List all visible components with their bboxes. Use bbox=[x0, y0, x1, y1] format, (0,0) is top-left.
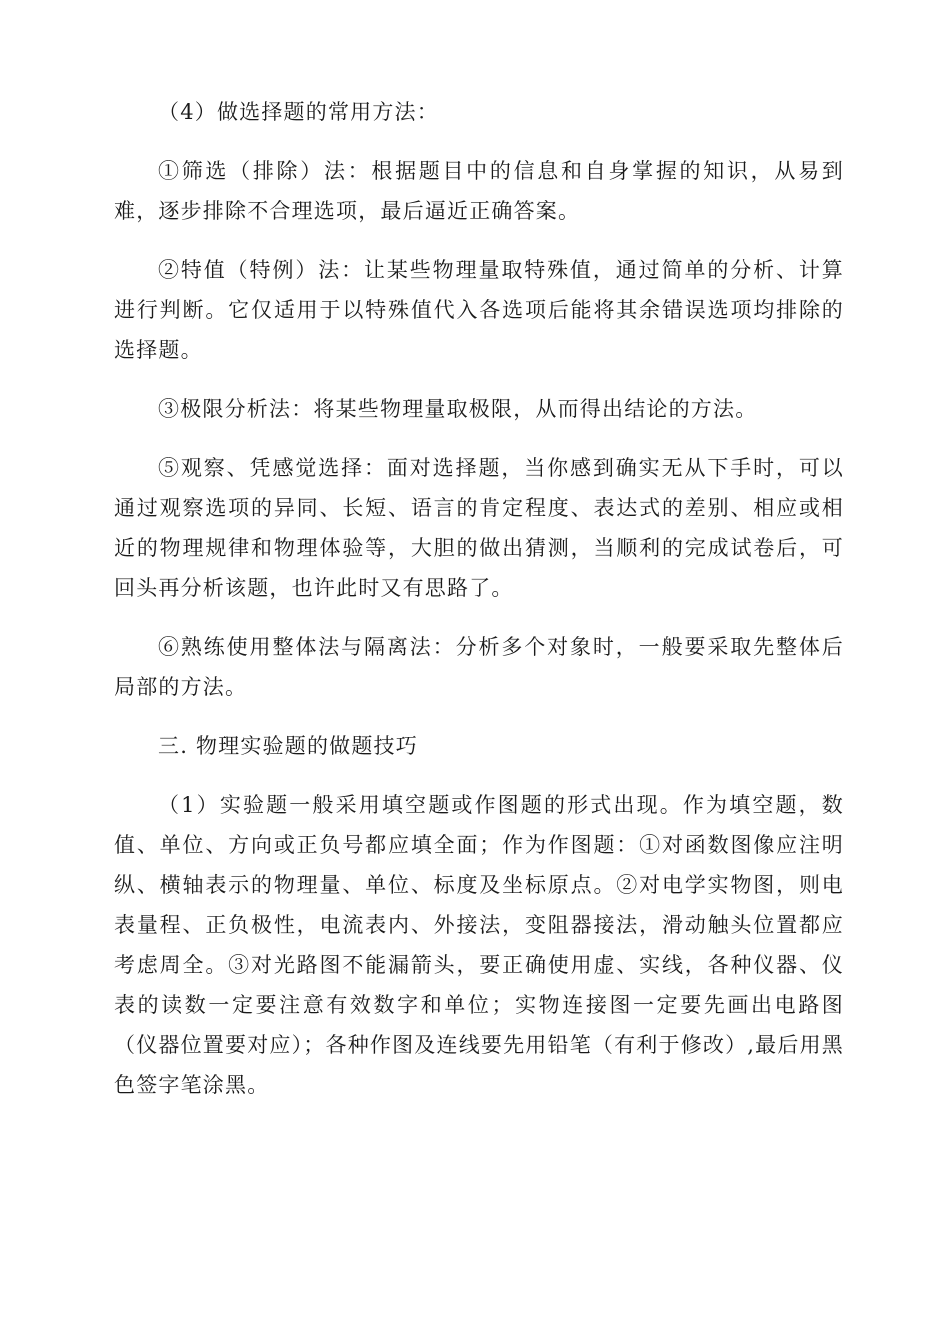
paragraph-elimination-method: ①筛选（排除）法：根据题目中的信息和自身掌握的知识，从易到难，逐步排除不合理选项，最后逼近正确答案。 bbox=[114, 159, 844, 223]
section-heading-experiment-skills: 三. 物理实验题的做题技巧 bbox=[158, 734, 418, 758]
paragraph-special-value-method: ②特值（特例）法：让某些物理量取特殊值，通过简单的分析、计算进行判断。它仅适用于以特殊值代入各选项后能将其余错误选项均排除的选择题。 bbox=[114, 258, 844, 362]
paragraph-observation-method: ⑤观察、凭感觉选择：面对选择题，当你感到确实无从下手时，可以通过观察选项的异同、长短、语言的肯定程度、表达式的差别、相应或相近的物理规律和物理体验等，大胆的做出猜测，当顺利的完成试卷后，可回头再分析该题，也许此时又有思路了。 bbox=[114, 456, 844, 600]
document-body bbox=[114, 92, 844, 1124]
paragraph-limit-analysis-method: ③极限分析法：将某些物理量取极限，从而得出结论的方法。 bbox=[158, 397, 758, 421]
paragraph-whole-isolation-method: ⑥熟练使用整体法与隔离法：分析多个对象时，一般要采取先整体后局部的方法。 bbox=[114, 635, 844, 699]
paragraph-experiment-questions: （1）实验题一般采用填空题或作图题的形式出现。作为填空题，数值、单位、方向或正负号都应填全面；作为作图题：①对函数图像应注明纵、横轴表示的物理量、单位、标度及坐标原点。②对电学实物图，则电表量程、正负极性，电流表内、外接法，变阻器接法，滑动触头位置都应考虑周全。③对光路图不能漏箭头，要正确使用虚、实线，各种仪器、仪表的读数一定要注意有效数字和单位；实物连接图一定要先画出电路图（仪器位置要对应）；各种作图及连线要先用铅笔（有利于修改）,最后用黑色签字笔涂黑。 bbox=[114, 793, 844, 1097]
section-heading-choice-methods: （4）做选择题的常用方法： bbox=[158, 100, 439, 124]
